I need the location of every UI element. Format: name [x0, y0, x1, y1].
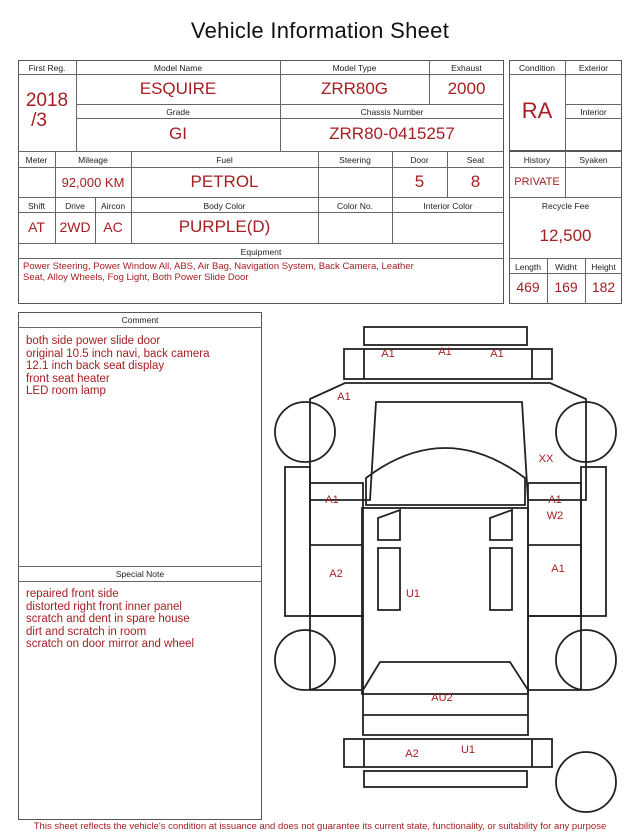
first-reg-month: /3 [31, 110, 47, 131]
damage-mark: U1 [460, 744, 476, 756]
chassis-number-value: ZRR80-0415257 [329, 124, 455, 143]
mileage-label: Mileage [78, 155, 108, 165]
recycle-fee-label: Recycle Fee [541, 201, 590, 211]
page-title: Vehicle Information Sheet [190, 18, 450, 43]
color-no-label: Color No. [337, 201, 373, 211]
spare-wheel [556, 752, 616, 812]
drive-label: Drive [65, 201, 85, 211]
damage-mark: A1 [490, 348, 504, 360]
width-label: Widht [555, 262, 577, 272]
length-value: 469 [516, 279, 540, 295]
disclaimer-footer: This sheet reflects the vehicle's condition at issuance and does not guarantee its current state, functionality, or suitability for any purpose [33, 821, 607, 832]
model-name-label: Model Name [153, 63, 203, 73]
comment-label: Comment [121, 315, 159, 325]
special-note-item: dirt and scratch in room [26, 625, 147, 638]
first-reg-year: 2018 [25, 90, 69, 111]
damage-mark: XX [538, 453, 554, 465]
damage-mark: A1 [381, 348, 395, 360]
damage-mark: W2 [546, 510, 564, 522]
interior-label: Interior [580, 107, 607, 117]
body-color-label: Body Color [203, 201, 246, 211]
equipment-label: Equipment [240, 247, 282, 257]
comment-item: both side power slide door [26, 335, 161, 347]
height-label: Height [591, 262, 616, 272]
history-value: PRIVATE [514, 176, 560, 188]
damage-mark: U1 [405, 588, 421, 600]
front-top-bar [364, 327, 527, 345]
height-value: 182 [591, 279, 616, 295]
roof [362, 508, 528, 694]
special-note-list [26, 588, 258, 651]
condition-value: RA [521, 98, 553, 123]
windshield [366, 448, 525, 505]
history-label: History [523, 155, 551, 165]
length-label: Length [515, 262, 541, 272]
meter-label: Meter [25, 155, 48, 165]
comment-item: 12.1 inch back seat display [26, 360, 165, 373]
grade-label: Grade [166, 107, 190, 117]
syaken-label: Syaken [579, 155, 608, 165]
drive-value: 2WD [59, 219, 91, 235]
rear-bottom-bar [364, 771, 527, 787]
shift-label: Shift [27, 201, 45, 211]
condition-label: Condition [519, 63, 555, 73]
fuel-label: Fuel [216, 155, 233, 165]
seat-label: Seat [466, 155, 485, 165]
right-rocker [581, 467, 606, 616]
model-type-label: Model Type [332, 63, 377, 73]
rear-bumper [344, 739, 552, 767]
aircon-label: Aircon [100, 201, 126, 211]
damage-mark: A1 [337, 391, 351, 403]
shift-value: AT [28, 219, 45, 235]
width-value: 169 [554, 279, 578, 295]
grade-value: GI [169, 124, 187, 143]
model-type-value: ZRR80G [320, 79, 389, 98]
damage-mark: A2 [329, 568, 343, 580]
model-name-value: ESQUIRE [139, 79, 217, 98]
damage-mark: A1 [548, 494, 562, 506]
door-label: Door [410, 155, 429, 165]
wheel-rear-left [275, 630, 335, 690]
interior-color-label: Interior Color [423, 201, 473, 211]
special-note-item: scratch on door mirror and wheel [26, 638, 195, 651]
comment-list [26, 335, 258, 398]
body-color-value: PURPLE(D) [178, 217, 271, 236]
recycle-fee-value: 12,500 [539, 226, 592, 245]
wheel-front-left [275, 402, 335, 462]
equipment-text: Power Steering, Power Window All, ABS, Air Bag, Navigation System, Back Camera, Leather Seat, Alloy Wheels, Fog Light, Both Power Slide Door [23, 261, 414, 283]
chassis-number-label: Chassis Number [360, 107, 424, 117]
first-reg-label: First Reg. [28, 63, 66, 73]
damage-mark: A1 [438, 346, 452, 358]
damage-mark: A1 [551, 563, 565, 575]
seat-value: 8 [470, 172, 481, 191]
special-note-item: scratch and dent in spare house [26, 613, 190, 626]
wheel-rear-right [556, 630, 616, 690]
fuel-value: PETROL [190, 172, 259, 191]
comment-item: original 10.5 inch navi, back camera [26, 347, 210, 360]
exhaust-label: Exhaust [451, 63, 482, 73]
damage-mark: A2 [405, 748, 419, 760]
comment-item: front seat heater [26, 372, 110, 385]
special-note-item: distorted right front inner panel [26, 600, 182, 613]
aircon-value: AC [103, 219, 123, 235]
special-note-label: Special Note [115, 569, 165, 579]
steering-label: Steering [339, 155, 371, 165]
comment-item: LED room lamp [26, 385, 106, 398]
special-note-item: repaired front side [26, 588, 119, 600]
damage-mark: A1 [325, 494, 339, 506]
exhaust-value: 2000 [447, 79, 486, 98]
left-rocker [285, 467, 310, 616]
door-value: 5 [414, 172, 425, 191]
exterior-label: Exterior [578, 63, 609, 73]
mileage-value: 92,000 KM [61, 175, 125, 190]
damage-mark: AU2 [431, 692, 453, 704]
